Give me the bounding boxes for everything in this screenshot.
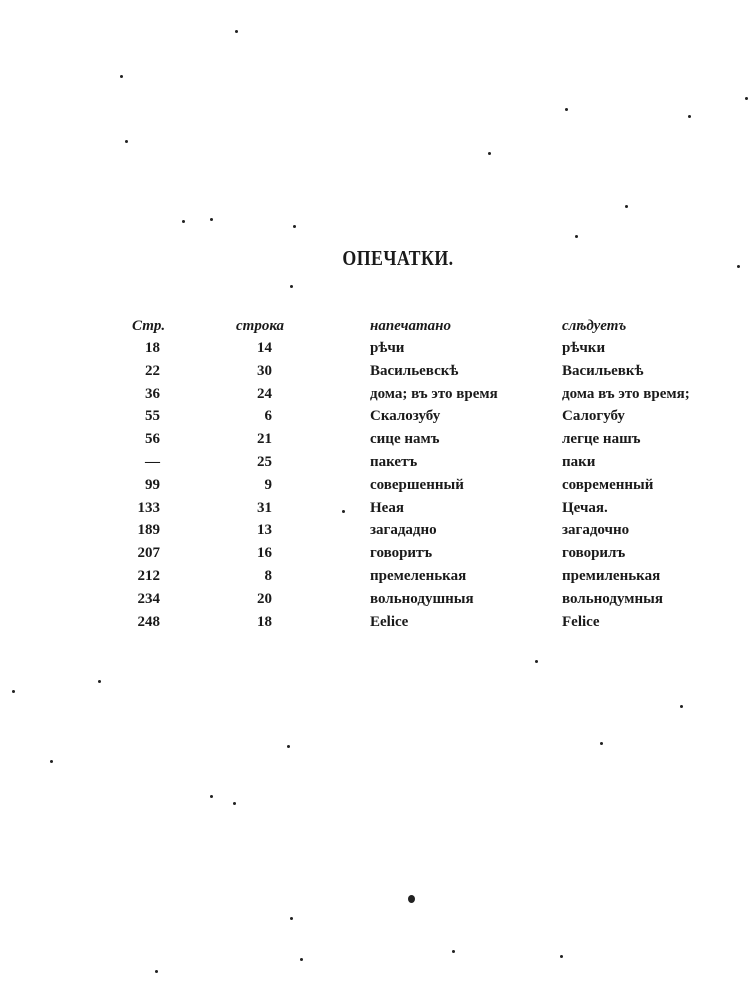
cell-page: 22	[145, 362, 160, 379]
speck	[182, 220, 185, 223]
cell-line: 25	[257, 454, 272, 470]
table-row	[0, 363, 750, 385]
cell-line: 24	[257, 385, 272, 402]
cell-printed: вольнодушныя	[370, 590, 474, 607]
speck	[535, 660, 538, 663]
speck	[745, 97, 748, 100]
cell-printed: говоритъ	[370, 545, 433, 562]
cell-line: 30	[257, 362, 272, 379]
speck	[452, 950, 455, 953]
speck	[625, 205, 628, 208]
table-row	[0, 340, 750, 362]
header-page: Стр.	[132, 318, 166, 334]
cell-page: 99	[145, 476, 160, 493]
speck	[342, 510, 345, 513]
cell-line: 31	[257, 499, 272, 516]
speck	[293, 225, 296, 228]
cell-printed: рѣчи	[370, 340, 405, 356]
speck	[120, 75, 123, 78]
speck	[210, 795, 213, 798]
cell-line: 8	[264, 568, 272, 584]
speck	[98, 680, 101, 683]
cell-page: 133	[137, 499, 160, 516]
page-title: ОПЕЧАТКИ.	[342, 246, 454, 270]
cell-line: 21	[257, 431, 272, 448]
cell-correct: Салогубу	[562, 408, 625, 425]
cell-correct: говорилъ	[562, 545, 626, 562]
cell-correct: Цечая.	[562, 499, 608, 516]
cell-correct: вольнодумныя	[562, 590, 663, 607]
cell-printed: дома; въ это время	[370, 385, 498, 402]
speck	[125, 140, 128, 143]
cell-printed: Неая	[370, 499, 404, 516]
cell-page: 55	[145, 408, 160, 425]
cell-page: 207	[137, 545, 160, 562]
table-row	[0, 386, 750, 408]
speck	[408, 895, 415, 903]
cell-printed: Васильевскѣ	[370, 362, 459, 379]
cell-line: 9	[264, 476, 272, 493]
table-row	[0, 614, 750, 636]
table-row	[0, 522, 750, 544]
cell-printed: совершенный	[370, 476, 464, 493]
speck	[287, 745, 290, 748]
cell-page: 212	[137, 568, 160, 584]
cell-printed: Eelice	[370, 613, 409, 630]
table-row	[0, 500, 750, 522]
speck	[560, 955, 563, 958]
cell-printed: пакетъ	[370, 454, 418, 470]
cell-page: —	[145, 454, 160, 470]
table-row	[0, 408, 750, 430]
speck	[210, 218, 213, 221]
cell-page: 234	[137, 590, 160, 607]
cell-printed: загададно	[370, 522, 437, 539]
speck	[737, 265, 740, 268]
speck	[50, 760, 53, 763]
cell-page: 248	[137, 613, 160, 630]
table-row	[0, 477, 750, 499]
cell-correct: премиленькая	[562, 568, 661, 584]
speck	[600, 742, 603, 745]
speck	[290, 285, 293, 288]
cell-page: 36	[145, 385, 160, 402]
cell-line: 13	[257, 522, 272, 539]
cell-correct: Васильевкѣ	[562, 362, 644, 379]
header-line: строка	[236, 318, 285, 334]
cell-correct: паки	[562, 454, 596, 470]
cell-page: 18	[145, 340, 160, 356]
speck	[235, 30, 238, 33]
speck	[680, 705, 683, 708]
speck	[488, 152, 491, 155]
table-row	[0, 591, 750, 613]
table-row	[0, 545, 750, 567]
table-row	[0, 568, 750, 590]
table-row	[0, 454, 750, 476]
speck	[12, 690, 15, 693]
cell-correct: Felice	[562, 613, 600, 630]
cell-line: 20	[257, 590, 272, 607]
cell-page: 56	[145, 431, 160, 448]
cell-line: 16	[257, 545, 272, 562]
cell-correct: современный	[562, 476, 654, 493]
table-row	[0, 431, 750, 453]
speck	[688, 115, 691, 118]
cell-correct: дома въ это время;	[562, 385, 690, 402]
cell-printed: Скалозубу	[370, 408, 441, 425]
cell-line: 14	[257, 340, 272, 356]
cell-correct: рѣчки	[562, 340, 606, 356]
cell-correct: легце нашъ	[562, 431, 641, 448]
speck	[300, 958, 303, 961]
speck	[290, 917, 293, 920]
cell-page: 189	[137, 522, 160, 539]
speck	[565, 108, 568, 111]
cell-correct: загадочно	[562, 522, 630, 539]
cell-printed: сице намъ	[370, 431, 440, 448]
header-printed: напечатано	[370, 318, 451, 334]
cell-printed: премеленькая	[370, 568, 467, 584]
speck	[575, 235, 578, 238]
cell-line: 6	[264, 408, 272, 425]
speck	[155, 970, 158, 973]
header-correct: слѣдуетъ	[562, 318, 627, 334]
speck	[233, 802, 236, 805]
cell-line: 18	[257, 613, 272, 630]
